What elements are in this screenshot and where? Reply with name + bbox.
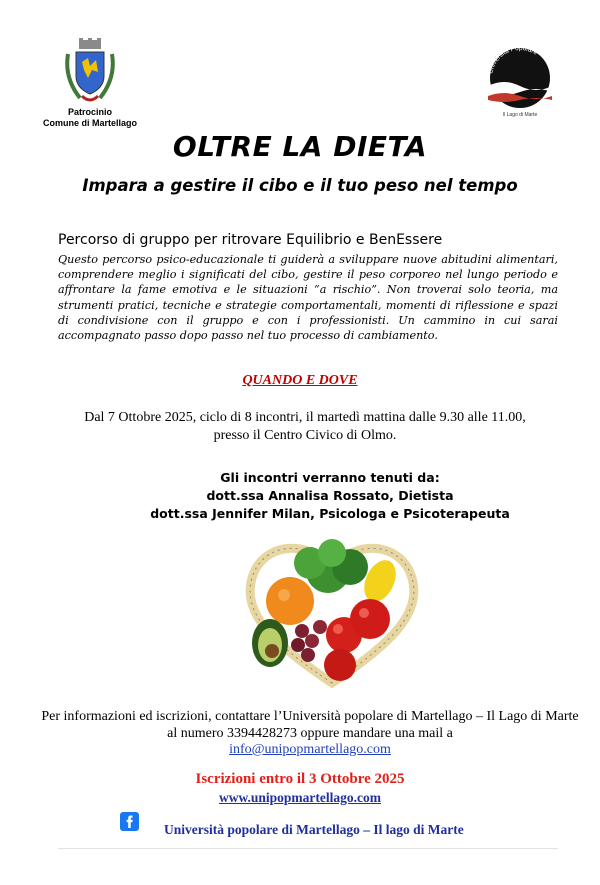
contact-text: Per informazioni ed iscrizioni, contattare l’Università popolare di Martellago – Il Lago di Marte al numero 3394428273 oppure mandare una mail a (41, 709, 579, 741)
website-link[interactable]: www.unipopmartellago.com (219, 790, 381, 805)
patronage-line1: Patrocinio (67, 107, 112, 117)
when-where-heading: QUANDO E DOVE (242, 373, 358, 388)
facebook-icon[interactable] (120, 812, 139, 831)
schedule-details: Dal 7 Ottobre 2025, ciclo di 8 incontri, il martedì mattina dalle 9.30 alle 11.00, presso il Centro Civico di Olmo. (84, 410, 526, 443)
footer-organization-name: Università popolare di Martellago – Il lago di Marte (164, 822, 464, 837)
municipality-crest-logo (62, 38, 118, 106)
registration-deadline: Iscrizioni entro il 3 Ottobre 2025 (195, 771, 405, 787)
intro-paragraph: Questo percorso psico-educazionale ti guiderà a sviluppare nuove abitudini alimentari, comprendere meglio i significati del cibo, gestire il peso corporeo nel lungo periodo e affrontare la fame emotiva e le situazioni “a rischio”. Non troverai solo teoria, ma strumenti pratici, tecniche e strategie comportamentali, momenti di riflessione e spazi di condivisione con il gruppo e con i professionisti. Un cammino in cui sarai accompagnato passo dopo passo nel tuo processo di cambiamento. (58, 253, 558, 343)
contact-email-link[interactable]: info@unipopmartellago.com (229, 742, 391, 757)
patronage-caption (40, 107, 140, 129)
section-heading: Percorso di gruppo per ritrovare Equilibrio e BenEssere (58, 232, 443, 248)
speakers-block (140, 469, 520, 523)
patronage-line2: Comune di Martellago (42, 118, 137, 128)
contact-info (40, 709, 580, 759)
page-title: OLTRE LA DIETA (172, 130, 428, 163)
food-heart-illustration (232, 523, 432, 693)
bottom-divider (58, 848, 558, 849)
speaker-1: dott.ssa Annalisa Rossato, Dietista (206, 488, 454, 503)
page-subtitle: Impara a gestire il cibo e il tuo peso nel tempo (82, 176, 518, 195)
speaker-2: dott.ssa Jennifer Milan, Psicologa e Psicoterapeuta (150, 506, 510, 521)
university-logo (484, 40, 556, 120)
logo-small-text: Il Lago di Marte (502, 112, 538, 118)
speakers-intro: Gli incontri verranno tenuti da: (220, 470, 440, 485)
logo-arc-text: Università Popolare (487, 44, 539, 75)
